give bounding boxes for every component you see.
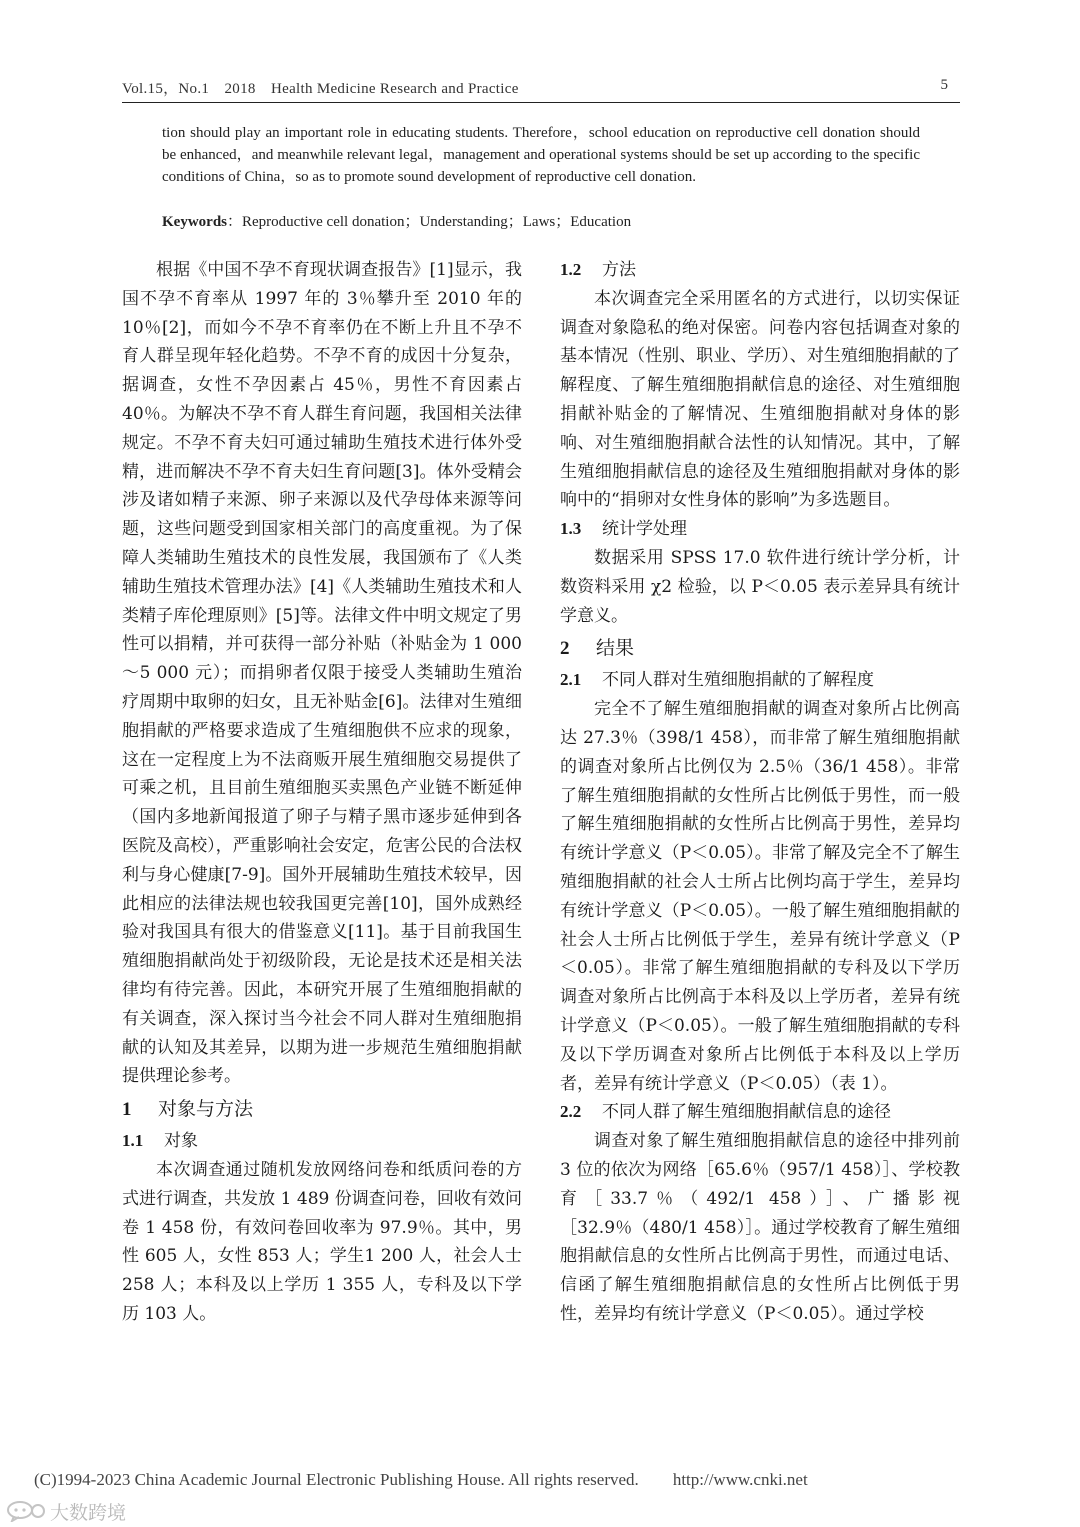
subsection-2-1-paragraph: 完全不了解生殖细胞捐献的调查对象所占比例高达 27.3％（398/1 458），而非常了解生殖细胞捐献的调查对象所占比例仅为 2.5％（36/1 458）。非常了解生殖细胞捐献的女性所占比例低于男性，而一般了解生殖细胞捐献的女性所占比例高于男性，差异均有统计学意义（P＜0.05）。非常了解及完全不了解生殖细胞捐献的社会人士所占比例均高于学生，差异均有统计学意义（P＜0.05）。一般了解生殖细胞捐献的社会人士所占比例低于学生，差异有统计学意义（P＜0.05）。非常了解生殖细胞捐献的专科及以下学历调查对象所占比例高于本科及以上学历者，差异有统计学意义（P＜0.05）。一般了解生殖细胞捐献的专科及以下学历调查对象所占比例低于本科及以上学历者，差异有统计学意义（P＜0.05）（表 1）。	[560, 699, 960, 1094]
section-1-heading	[122, 1094, 522, 1125]
subsection-title: 不同人群对生殖细胞捐献的了解程度	[602, 670, 874, 691]
subsection-title: 统计学处理	[602, 519, 687, 540]
watermark-text: 大数跨境	[50, 1501, 127, 1524]
footer-url: http://www.cnki.net	[672, 1470, 808, 1489]
abstract-text: tion should play an important role in educating students. Therefore，school education on reproductive cell donation should be enhanced，and meanwhile relevant legal，management and operational systems should be set up according to the specific conditions of China，so as to promote sound development of reproductive cell donation.	[162, 125, 920, 185]
subsection-number: 1.2	[560, 260, 582, 279]
section-number: 2	[560, 638, 570, 660]
keywords-label: Keywords	[162, 214, 227, 230]
subsection-title: 对象	[164, 1131, 198, 1152]
running-header	[122, 74, 960, 103]
right-column	[560, 256, 960, 1329]
section-title: 对象与方法	[158, 1098, 254, 1121]
copyright-text: (C)1994-2023 China Academic Journal Electronic Publishing House. All rights reserved.	[34, 1470, 639, 1489]
keywords-line	[162, 210, 920, 231]
subsection-2-2-heading	[560, 1098, 960, 1127]
subsection-1-3-heading	[560, 515, 960, 544]
subsection-number: 2.1	[560, 670, 582, 690]
subsection-number: 1.1	[122, 1131, 144, 1151]
subsection-title: 不同人群了解生殖细胞捐献信息的途径	[602, 1102, 891, 1123]
subsection-2-1-heading	[560, 666, 960, 695]
chat-bubble-icon	[6, 1500, 46, 1522]
subsection-1-1-heading	[122, 1127, 522, 1156]
section-number: 1	[122, 1099, 132, 1121]
subsection-1-2-paragraph: 本次调查完全采用匿名的方式进行，以切实保证调查对象隐私的绝对保密。问卷内容包括调查对象的基本情况（性别、职业、学历）、对生殖细胞捐献的了解程度、了解生殖细胞捐献信息的途径、对生殖细胞捐献补贴金的了解情况、生殖细胞捐献对身体的影响、对生殖细胞捐献合法性的认知情况。其中，了解生殖细胞捐献信息的途径及生殖细胞捐献对身体的影响中的“捐卵对女性身体的影响”为多选题目。	[560, 288, 960, 511]
subsection-1-1-paragraph: 本次调查通过随机发放网络问卷和纸质问卷的方式进行调查，共发放 1 489 份调查问卷，回收有效问卷 1 458 份，有效问卷回收率为 97.9％。其中，男性 605 人，女性 853 人；学生1 200 人，社会人士 258 人；本科及以上学历 1 355 人，专科及以下学历 103 人。	[122, 1159, 522, 1324]
subsection-1-3-paragraph: 数据采用 SPSS 17.0 软件进行统计学分析，计数资料采用 χ2 检验，以 P＜0.05 表示差异具有统计学意义。	[560, 547, 960, 626]
subsection-title: 方法	[602, 260, 636, 280]
left-column	[122, 256, 522, 1329]
subsection-1-2-heading	[560, 256, 960, 285]
watermark	[6, 1498, 126, 1524]
copyright-footer	[34, 1470, 808, 1490]
subsection-2-2-paragraph: 调查对象了解生殖细胞捐献信息的途径中排列前 3 位的依次为网络［65.6％（957/1 458）］、学校教育［33.7％（492/1 458）］、广播影视［32.9％（480/1 458）］。通过学校教育了解生殖细胞捐献信息的女性所占比例高于男性，而通过电话、信函了解生殖细胞捐献信息的女性所占比例低于男性，差异均有统计学意义（P＜0.05）。通过学校	[560, 1131, 960, 1324]
abstract-tail	[162, 122, 920, 188]
subsection-number: 1.3	[560, 519, 582, 539]
section-2-heading	[560, 633, 960, 664]
page-number: 5	[940, 77, 948, 93]
intro-paragraph: 根据《中国不孕不育现状调查报告》[1]显示，我国不孕不育率从 1997 年的 3％攀升至 2010 年的 10％[2]，而如今不孕不育率仍在不断上升且不孕不育人群呈现年轻化趋势。不孕不育的成因十分复杂，据调查，女性不孕因素占 45％，男性不育因素占 40％。为解决不孕不育人群生育问题，我国相关法律规定。不孕不育夫妇可通过辅助生殖技术进行体外受精，进而解决不孕不育夫妇生育问题[3]。体外受精会涉及诸如精子来源、卵子来源以及代孕母体来源等问题，这些问题受到国家相关部门的高度重视。为了保障人类辅助生殖技术的良性发展，我国颁布了《人类辅助生殖技术管理办法》[4]《人类辅助生殖技术和人类精子库伦理原则》[5]等。法律文件中明文规定了男性可以捐精，并可获得一部分补贴（补贴金为 1 000～5 000 元）；而捐卵者仅限于接受人类辅助生殖治疗周期中取卵的妇女，且无补贴金[6]。法律对生殖细胞捐献的严格要求造成了生殖细胞供不应求的现象，这在一定程度上为不法商贩开展生殖细胞交易提供了可乘之机，且目前生殖细胞买卖黑色产业链不断延伸（国内多地新闻报道了卵子与精子黑市逐步延伸到各医院及高校），严重影响社会安定，危害公民的合法权利与身心健康[7-9]。国外开展辅助生殖技术较早，因此相应的法律法规也较我国更完善[10]，国外成熟经验对我国具有很大的借鉴意义[11]。基于目前我国生殖细胞捐献尚处于初级阶段，无论是技术还是相关法律均有待完善。因此，本研究开展了生殖细胞捐献的有关调查，深入探讨当今社会不同人群对生殖细胞捐献的认知及其差异，以期为进一步规范生殖细胞捐献提供理论参考。	[122, 260, 522, 1087]
running-title: Vol.15，No.1 2018 Health Medicine Research and Practice	[122, 81, 519, 97]
keywords-text: ：Reproductive cell donation；Understanding；Laws；Education	[227, 214, 632, 230]
subsection-number: 2.2	[560, 1102, 582, 1122]
section-title: 结果	[596, 637, 635, 660]
